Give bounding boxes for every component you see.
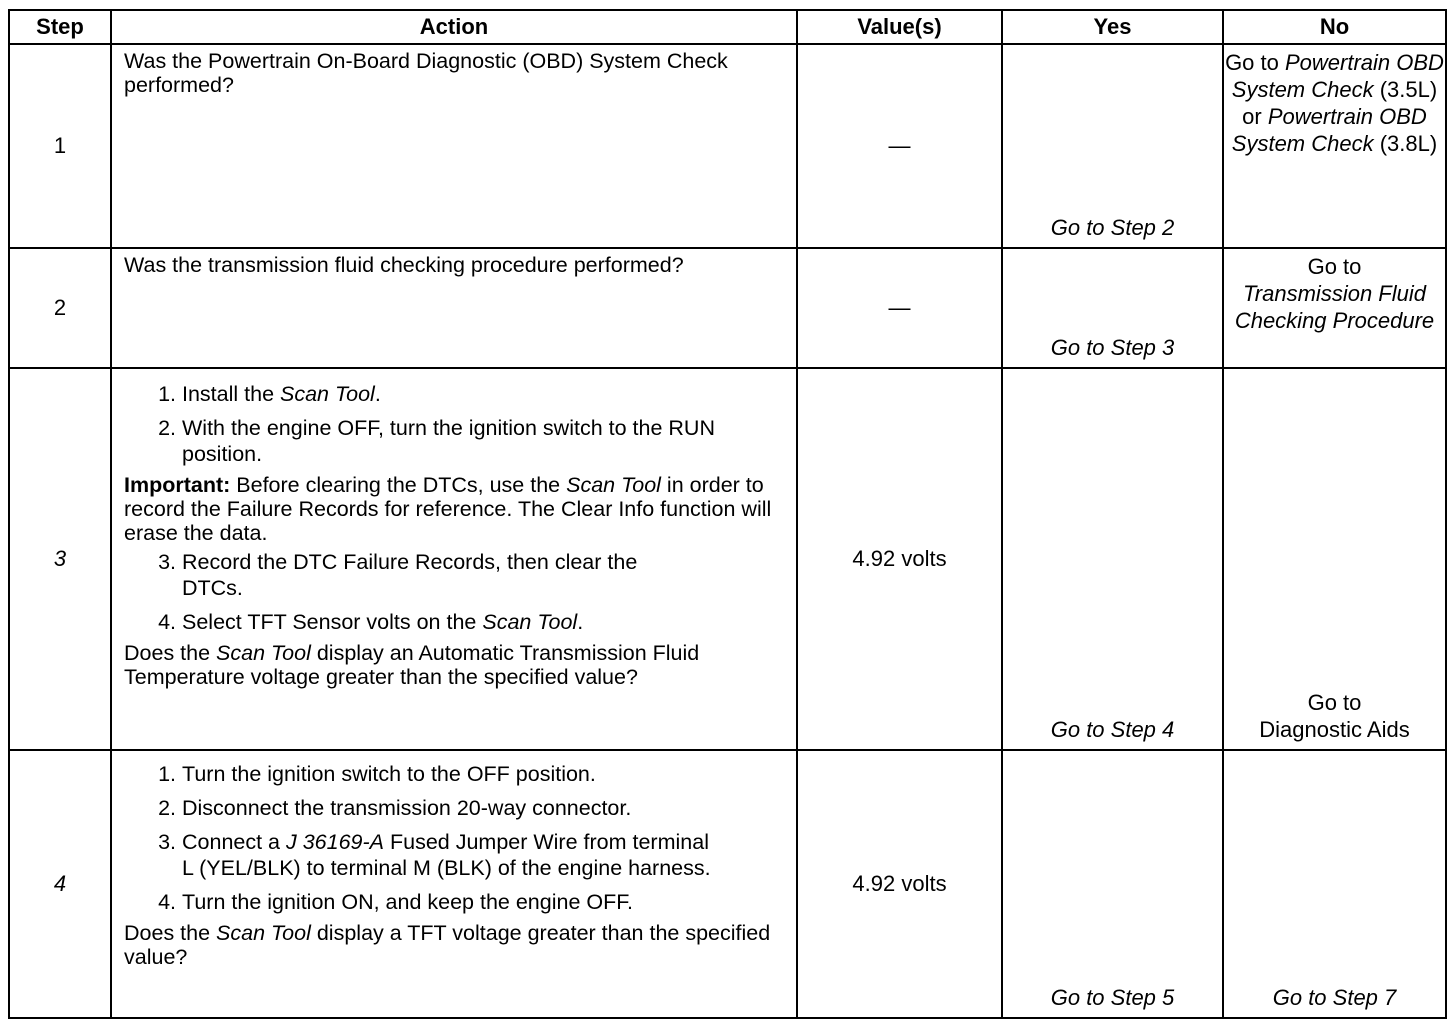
yes-cell: Go to Step 4 <box>1002 368 1223 750</box>
list-item: 4. Turn the ignition ON, and keep the engine OFF. <box>182 889 784 915</box>
header-row <box>9 10 1446 44</box>
no-link-fluid-checking: Transmission Fluid Checking Procedure <box>1234 281 1435 333</box>
step-number: 1 <box>9 44 111 248</box>
action-question: Does the Scan Tool display an Automatic Transmission Fluid Temperature voltage greater than the specified value? <box>124 641 700 689</box>
diagnostic-table <box>8 9 1447 1019</box>
step-number: 2 <box>9 248 111 368</box>
instruction-list-a <box>124 381 784 467</box>
yes-cell: Go to Step 2 <box>1002 44 1223 248</box>
list-item: 2. Disconnect the transmission 20-way connector. <box>182 795 784 821</box>
value-cell: — <box>797 44 1002 248</box>
list-item: 2. With the engine OFF, turn the ignition switch to the RUN position. <box>182 415 784 467</box>
no-text: Go to <box>1307 690 1362 715</box>
header-yes: Yes <box>1002 10 1223 44</box>
action-cell <box>111 248 797 368</box>
important-label: Important: <box>124 473 231 497</box>
yes-cell: Go to Step 5 <box>1002 750 1223 1018</box>
no-cell <box>1223 248 1446 368</box>
table-row-step-4 <box>9 750 1446 1018</box>
list-item: 3. Connect a J 36169-A Fused Jumper Wire from terminal L (YEL/BLK) to terminal M (BLK) of the engine harness. <box>182 829 784 881</box>
no-cell <box>1223 44 1446 248</box>
list-item: 1. Install the Scan Tool. <box>182 381 784 407</box>
action-cell <box>111 750 797 1018</box>
important-note: Important: Before clearing the DTCs, use the Scan Tool in order to record the Failure Records for reference. The Clear Info function will erase the data. <box>124 473 772 545</box>
action-question: Does the Scan Tool display a TFT voltage greater than the specified value? <box>124 921 771 969</box>
step-number: 3 <box>9 368 111 750</box>
table-row-step-1 <box>9 44 1446 248</box>
no-text: Go to <box>1307 254 1362 279</box>
header-step: Step <box>9 10 111 44</box>
table-row-step-2 <box>9 248 1446 368</box>
header-action: Action <box>111 10 797 44</box>
header-values: Value(s) <box>797 10 1002 44</box>
yes-cell: Go to Step 3 <box>1002 248 1223 368</box>
value-cell: 4.92 volts <box>797 750 1002 1018</box>
list-item: 4. Select TFT Sensor volts on the Scan Tool. <box>182 609 784 635</box>
value-cell: — <box>797 248 1002 368</box>
action-cell <box>111 368 797 750</box>
no-link-powertrain-obd-38: Powertrain OBD System Check <box>1231 104 1427 156</box>
list-item: 1. Turn the ignition switch to the OFF position. <box>182 761 784 787</box>
no-link-powertrain-obd-35: Powertrain OBD System Check <box>1231 50 1444 102</box>
action-question: Was the transmission fluid checking procedure performed? <box>124 253 684 277</box>
value-cell: 4.92 volts <box>797 368 1002 750</box>
no-text: (3.8L) <box>1373 131 1438 156</box>
no-text: Go to <box>1225 50 1285 75</box>
instruction-list-b <box>124 549 784 635</box>
table-row-step-3 <box>9 368 1446 750</box>
no-text: Diagnostic Aids <box>1259 717 1410 742</box>
no-cell <box>1223 368 1446 750</box>
header-no: No <box>1223 10 1446 44</box>
list-item: 3. Record the DTC Failure Records, then clear the DTCs. <box>182 549 784 601</box>
action-cell <box>111 44 797 248</box>
step-number: 4 <box>9 750 111 1018</box>
no-cell: Go to Step 7 <box>1223 750 1446 1018</box>
action-question: Was the Powertrain On-Board Diagnostic (OBD) System Check performed? <box>124 49 728 97</box>
no-text: (3.5L) or <box>1242 77 1438 129</box>
instruction-list <box>124 761 784 915</box>
